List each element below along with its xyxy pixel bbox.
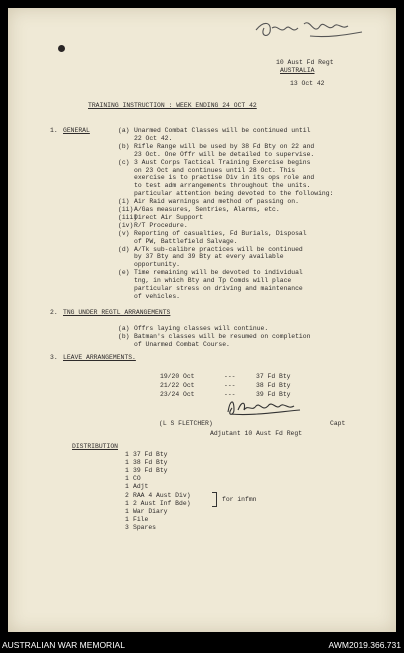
header-date: 13 Oct 42: [290, 80, 325, 87]
distribution-recipient: 39 Fd Bty: [133, 467, 168, 475]
distribution-quantity: 1: [125, 507, 129, 515]
section1-heading: GENERAL: [63, 127, 90, 134]
item-marker: (i): [118, 198, 130, 206]
item-text: to test adm arrangements throughout the units.: [134, 182, 311, 190]
item-marker: (e): [118, 269, 130, 277]
item-text: Unarmed Combat Classes will be continued until: [134, 127, 311, 134]
signatory-name: (L S FLETCHER): [159, 420, 213, 427]
distribution-quantity: 1: [125, 451, 129, 458]
section2-heading: TNG UNDER REGTL ARRANGEMENTS: [63, 309, 171, 316]
distribution-quantity: 1: [125, 515, 129, 523]
distribution-recipient: File: [133, 515, 149, 523]
item-text: Rifle Range will be used by 38 Fd Bty on 22 and: [134, 142, 315, 150]
archive-footer: [0, 638, 404, 653]
item-text: A/Gas measures, Sentries, Alarms, etc.: [134, 206, 280, 213]
header-unit: 10 Aust Fd Regt: [276, 59, 334, 66]
distribution-quantity: 1: [125, 459, 129, 467]
leave-battery: 37 Fd Bty: [256, 373, 291, 380]
item-text: of Unarmed Combat Course.: [134, 341, 230, 349]
item-text: of vehicles.: [134, 292, 181, 300]
distribution-brace: [212, 492, 217, 507]
distribution-recipient: Adjt: [133, 483, 149, 491]
distribution-quantity: 1: [125, 499, 129, 507]
item-text: R/T Procedure.: [134, 221, 188, 229]
leave-dates: 19/20 Oct: [160, 373, 195, 380]
item-marker: (b): [118, 333, 130, 341]
distribution-note: for infmn: [222, 496, 257, 503]
distribution-recipient: 2 Aust Inf Bde): [133, 499, 191, 507]
leave-battery: 39 Fd Bty: [256, 391, 291, 398]
item-marker: (ii): [118, 206, 134, 213]
leave-dates: 23/24 Oct: [160, 391, 195, 398]
item-text: Offrs laying classes will continue.: [134, 325, 269, 332]
item-text: Batman's classes will be resumed on completion: [134, 333, 311, 341]
item-marker: (iv): [118, 221, 134, 229]
item-marker: (d): [118, 245, 130, 253]
distribution-quantity: 2: [125, 491, 129, 499]
document-title: TRAINING INSTRUCTION : WEEK ENDING 24 OCT 42: [88, 102, 257, 109]
item-text: 22 Oct 42.: [134, 134, 173, 142]
leave-dash: ---: [224, 382, 236, 389]
item-text: exercise is to practise Div in its ops role and: [134, 174, 315, 182]
footer-accession-number: AWM2019.366.731: [328, 640, 401, 650]
item-text: 23 Oct. One Offr will be detailed to supervise.: [134, 150, 315, 158]
distribution-recipient: War Diary: [133, 507, 168, 515]
item-text: Air Raid warnings and method of passing on.: [134, 198, 299, 206]
item-text: opportunity.: [134, 261, 181, 269]
item-text: A/Tk sub-calibre practices will be continued: [134, 245, 303, 253]
item-text: tng, in which Bty and Tp Comds will place: [134, 277, 292, 285]
distribution-recipient: Spares: [133, 523, 157, 531]
item-text: particular attention being devoted to the following:: [134, 190, 334, 198]
item-text: of PW, Battlefield Salvage.: [134, 237, 238, 245]
distribution-quantity: 1: [125, 467, 129, 475]
item-text: on 23 Oct and continues until 28 Oct. This: [134, 166, 296, 174]
item-text: Time remaining will be devoted to individual: [134, 269, 303, 277]
item-marker: (v): [118, 229, 130, 237]
punch-hole: [58, 45, 65, 52]
signatory-role: Adjutant 10 Aust Fd Regt: [210, 430, 303, 437]
section3-heading: LEAVE ARRANGEMENTS.: [63, 354, 136, 361]
item-marker: (a): [118, 325, 130, 332]
item-text: particular stress on driving and maintenance: [134, 285, 303, 292]
section3-number: 3.: [50, 354, 58, 361]
leave-dash: ---: [224, 391, 236, 398]
distribution-recipient: 37 Fd Bty: [133, 451, 168, 458]
signatory-rank: Capt: [330, 420, 346, 427]
item-marker: (c): [118, 158, 130, 166]
handwritten-annotation: [250, 14, 370, 44]
distribution-heading: DISTRIBUTION: [72, 443, 119, 450]
item-text: by 37 Bty and 39 Bty at every available: [134, 253, 284, 261]
item-text: Direct Air Support: [134, 213, 204, 221]
distribution-recipient: RAA 4 Aust Div): [133, 491, 191, 499]
distribution-recipient: 38 Fd Bty: [133, 459, 168, 467]
distribution-quantity: 3: [125, 523, 129, 531]
item-marker: (a): [118, 127, 130, 134]
leave-battery: 38 Fd Bty: [256, 382, 291, 389]
leave-dash: ---: [224, 373, 236, 380]
section1-number: 1.: [50, 127, 58, 134]
footer-institution: AUSTRALIAN WAR MEMORIAL: [2, 640, 125, 650]
item-marker: (iii): [118, 213, 138, 221]
distribution-quantity: 1: [125, 483, 129, 491]
section2-number: 2.: [50, 309, 58, 316]
distribution-quantity: 1: [125, 475, 129, 483]
item-marker: (b): [118, 142, 130, 150]
distribution-recipient: CO: [133, 475, 141, 483]
header-place: AUSTRALIA: [280, 67, 315, 74]
item-text: Reporting of casualties, Fd Burials, Disposal: [134, 229, 307, 237]
leave-dates: 21/22 Oct: [160, 382, 195, 389]
item-text: 3 Aust Corps Tactical Training Exercise begins: [134, 158, 311, 166]
